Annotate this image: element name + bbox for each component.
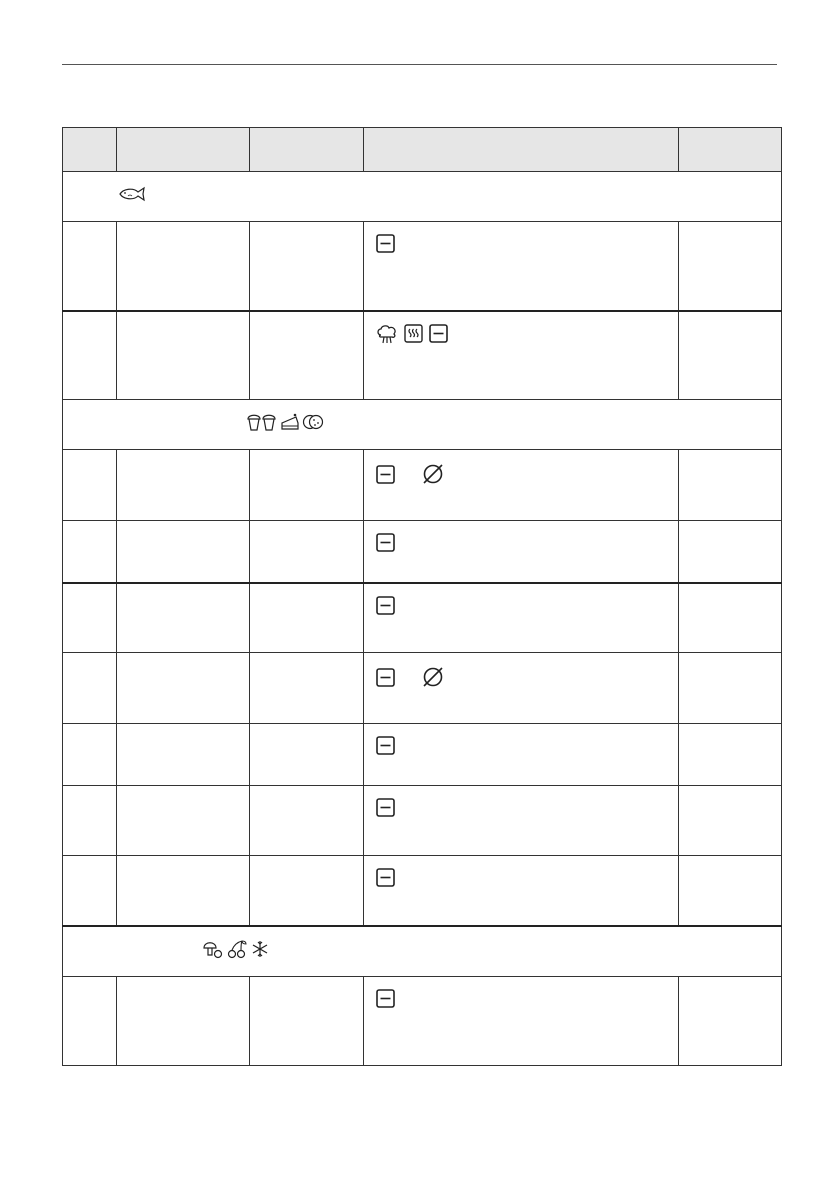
table-row [63,653,782,724]
page-header-rule [62,64,777,65]
table-row [63,583,782,653]
section-row-vegetables [63,926,782,977]
bottom-heat-icon [376,736,395,755]
cherries-icon [226,939,248,959]
bottom-heat-icon [429,324,448,343]
bottom-heat-icon [376,596,395,615]
grill-icon [404,324,423,343]
cooking-table [62,127,782,1066]
table-row [63,450,782,521]
steam-icon [376,324,398,344]
header-cell [116,128,249,172]
fish-icon [118,185,148,203]
diameter-icon [421,462,445,486]
header-cell [679,128,782,172]
table-row [63,786,782,856]
table-row [63,311,782,400]
muffins-icon [246,412,278,432]
cake-slice-icon [280,412,300,432]
bottom-heat-icon [376,533,395,552]
diameter-icon [421,665,445,689]
bottom-heat-icon [376,234,395,253]
snowflake-icon [250,939,270,959]
mushroom-icon [202,939,224,959]
table-row [63,856,782,926]
bottom-heat-icon [376,798,395,817]
section-row-fish [63,172,782,222]
bottom-heat-icon [376,668,395,687]
table-row [63,724,782,786]
header-cell [63,128,117,172]
bottom-heat-icon [376,989,395,1008]
cookies-icon [302,412,324,432]
table-row [63,521,782,583]
table-row [63,976,782,1065]
table-header-row [63,128,782,172]
bottom-heat-icon [376,868,395,887]
bottom-heat-icon [376,465,395,484]
section-row-baking [63,400,782,450]
header-cell [363,128,679,172]
header-cell [249,128,363,172]
table-row [63,222,782,311]
